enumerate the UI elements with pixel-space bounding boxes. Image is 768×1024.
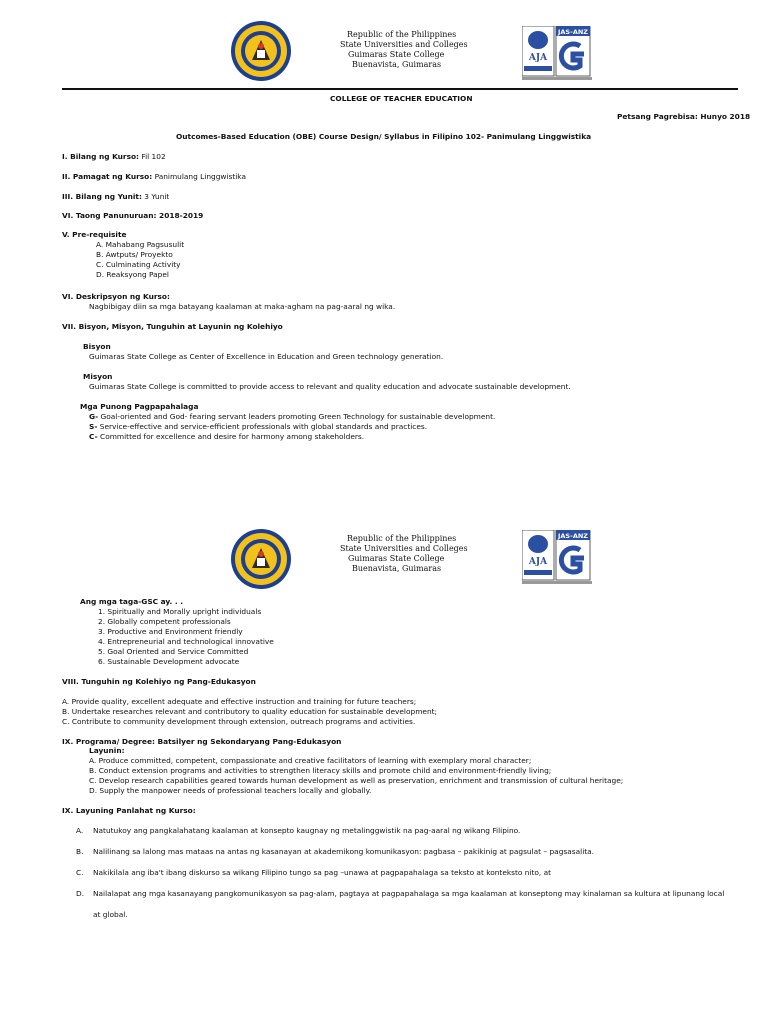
list-item: 3. Productive and Environment friendly <box>98 627 243 636</box>
header-line: Buenavista, Guimaras <box>352 564 442 573</box>
course-units-value: 3 Yunit <box>144 192 170 201</box>
list-item: A. Provide quality, excellent adequate and effective instruction and training for future teachers; <box>62 697 417 706</box>
jas-anz-certification-badge <box>522 530 640 586</box>
objective-key: A. <box>76 826 84 835</box>
description-heading: VI. Deskripsyon ng Kurso: <box>62 292 170 301</box>
course-title-value: Panimulang Linggwistika <box>154 172 246 181</box>
header-line: Republic of the Philippines <box>347 534 457 543</box>
list-item: B. Conduct extension programs and activities to strengthen literacy skills and promote child and environment-friendly living; <box>89 766 552 775</box>
list-item <box>89 412 495 422</box>
value-key: S- <box>89 422 98 431</box>
gsc-seal-logo <box>230 20 292 82</box>
goals-list <box>62 697 437 727</box>
jas-anz-certification-badge <box>522 26 640 82</box>
list-item: 5. Goal Oriented and Service Committed <box>98 647 249 656</box>
graduates-label: Ang mga taga-GSC ay. . . <box>80 597 184 606</box>
value-key: C- <box>89 432 98 441</box>
prereq-heading: V. Pre-requisite <box>62 230 127 239</box>
list-item: 6. Sustainable Development advocate <box>98 657 240 666</box>
course-objectives-heading: IX. Layuning Panlahat ng Kurso: <box>62 806 196 815</box>
objective-text: Nailalapat ang mga kasanayang pangkomunikasyon sa pag-alam, pagtaya at pagpapahalaga sa mga kaalaman at konseptong may kinalaman sa kultura at lipunang local <box>93 889 725 898</box>
list-item: 4. Entrepreneurial and technological innovative <box>98 637 274 646</box>
value-key: G- <box>89 412 99 421</box>
header-line: Guimaras State College <box>348 554 445 563</box>
list-item: B. Undertake researches relevant and contributory to quality education for sustainable development; <box>62 707 438 716</box>
document-title: Outcomes-Based Education (OBE) Course Design/ Syllabus in Filipino 102- Panimulang Linggwistika <box>176 132 592 141</box>
prereq-list <box>96 240 184 280</box>
description-text: Nagbibigay diin sa mga batayang kaalaman at maka-agham na pag-aaral ng wika. <box>89 302 396 311</box>
vision-label: Bisyon <box>83 342 111 351</box>
objective-continuation: at global. <box>93 910 128 919</box>
cert-label-text: JAS-ANZ <box>557 532 589 540</box>
vmgo-heading: VII. Bisyon, Misyon, Tunguhin at Layunin ng Kolehiyo <box>62 322 283 331</box>
objective-text: Nakikilala ang iba't ibang diskurso sa wikang Filipino tungo sa pag –unawa at pagpapahalaga sa teksto at konteksto nito, at <box>93 868 552 877</box>
graduates-list <box>98 607 274 667</box>
goals-heading: VIII. Tunguhin ng Kolehiyo ng Pang-Edukasyon <box>62 677 256 686</box>
header-rule <box>62 88 738 90</box>
course-title-label: II. Pamagat ng Kurso: <box>62 172 153 181</box>
header-lines <box>340 30 468 70</box>
program-heading: IX. Programa/ Degree: Batsilyer ng Sekondaryang Pang-Edukasyon <box>62 737 342 746</box>
list-item: D. Supply the manpower needs of professional teachers locally and globally. <box>89 786 372 795</box>
mission-text: Guimaras State College is committed to provide access to relevant and quality education and advocate sustainable development. <box>89 382 571 391</box>
list-item: 1. Spiritually and Morally upright individuals <box>98 607 262 616</box>
list-item: B. Awtputs/ Proyekto <box>96 250 173 259</box>
course-title-row <box>62 172 246 182</box>
list-item <box>76 868 724 889</box>
course-code-row <box>62 152 166 162</box>
list-item: 2. Globally competent professionals <box>98 617 231 626</box>
value-text: Committed for excellence and desire for harmony among stakeholders. <box>100 432 365 441</box>
core-values-label: Mga Punong Pagpapahalaga <box>80 402 199 411</box>
list-item: A. Mahabang Pagsusulit <box>96 240 185 249</box>
header-lines <box>340 534 468 574</box>
list-item: C. Develop research capabilities geared towards human development as well as preservation, enrichment and transmission of cultural heritage; <box>89 776 624 785</box>
cert-short-text: AJA <box>528 53 548 63</box>
list-item: C. Culminating Activity <box>96 260 181 269</box>
course-units-row <box>62 192 169 202</box>
header-line: Guimaras State College <box>348 50 445 59</box>
revision-date: Petsang Pagrebisa: Hunyo 2018 <box>617 112 751 121</box>
course-code-value: Fil 102 <box>141 152 166 161</box>
cert-short-text: AJA <box>528 557 548 567</box>
list-item <box>76 889 724 910</box>
cert-label-text: JAS-ANZ <box>557 28 589 36</box>
school-year: VI. Taong Panunuruan: 2018-2019 <box>62 211 204 220</box>
list-item <box>76 826 724 847</box>
core-values-list <box>89 412 495 442</box>
objective-text: Nalilinang sa lalong mas mataas na antas ng kasanayan at akademikong komunikasyon: pagbasa – pakikinig at pagsulat – pagsasalita. <box>93 847 595 856</box>
program-objectives-list <box>89 756 623 796</box>
header-line: State Universities and Colleges <box>340 40 468 49</box>
course-units-label: III. Bilang ng Yunit: <box>62 192 142 201</box>
mission-label: Misyon <box>83 372 113 381</box>
list-item <box>89 432 495 442</box>
list-item <box>76 847 724 868</box>
course-objectives-list <box>76 826 724 920</box>
objective-key: C. <box>76 868 84 877</box>
value-text: Goal-oriented and God- fearing servant leaders promoting Green Technology for sustainable development. <box>100 412 496 421</box>
list-item: C. Contribute to community development through extension, outreach programs and activities. <box>62 717 416 726</box>
course-code-label: I. Bilang ng Kurso: <box>62 152 140 161</box>
college-name: COLLEGE OF TEACHER EDUCATION <box>330 94 473 103</box>
header-line: State Universities and Colleges <box>340 544 468 553</box>
list-item <box>89 422 495 432</box>
program-objectives-label: Layunin: <box>89 746 125 755</box>
objective-key: B. <box>76 847 84 856</box>
objective-key: D. <box>76 889 85 898</box>
list-item: D. Reaksyong Papel <box>96 270 169 279</box>
header-line: Buenavista, Guimaras <box>352 60 442 69</box>
objective-text: Natutukoy ang pangkalahatang kaalaman at konsepto kaugnay ng metalinggwistik na pag-aaral ng wikang Filipino. <box>93 826 521 835</box>
value-text: Service-effective and service-efficient professionals with global standards and practices. <box>99 422 428 431</box>
gsc-seal-logo <box>230 528 292 590</box>
list-item: A. Produce committed, competent, compassionate and creative facilitators of learning with exemplary moral character; <box>89 756 532 765</box>
vision-text: Guimaras State College as Center of Excellence in Education and Green technology generation. <box>89 352 444 361</box>
header-line: Republic of the Philippines <box>347 30 457 39</box>
